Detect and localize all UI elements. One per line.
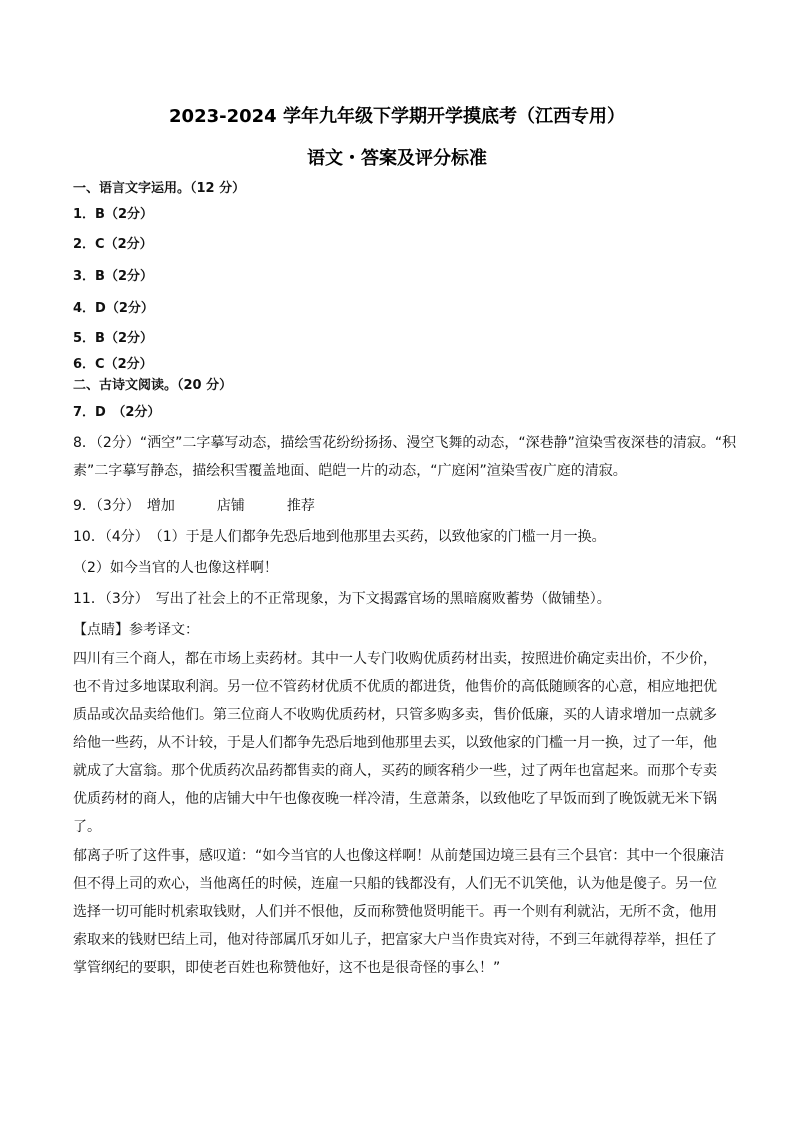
document-subtitle: 语文・答案及评分标准 [307, 148, 487, 169]
document-title: 2023-2024 学年九年级下学期开学摸底考（江西专用） [169, 106, 625, 127]
answer-q5: 5．B（2分） [73, 331, 153, 346]
answer-q8-line: 素”二字摹写静态，描绘积雪覆盖地面、皑皑一片的动态，“广庭闲”渲染雪夜广庭的清寂。 [73, 463, 627, 479]
answer-q10-part1: 10．（4分） （1）于是人们都争先恐后地到他那里去买药，以致他家的门槛一月一换。 [73, 529, 606, 545]
translation-line: 了。 [73, 819, 101, 835]
translation-line: 也不肯过多地谋取利润。另一位不管药材优质不优质的都进货，他售价的高低随顾客的心意，相应地把优 [73, 679, 717, 695]
translation-line: 四川有三个商人，都在市场上卖药材。其中一人专门收购优质药材出卖，按照进价确定卖出价，不少价， [73, 651, 717, 667]
answer-q3: 3．B（2分） [73, 269, 153, 284]
translation-line: 给他一些药，从不计较，于是人们都争先恐后地到他那里去买，以致他家的门槛一月一换，过了一年，他 [73, 735, 717, 751]
answer-q7: 7．D （2分） [73, 405, 161, 420]
note-heading: 【点睛】参考译文： [73, 622, 199, 638]
answer-q4: 4．D（2分） [73, 301, 154, 316]
answer-q8 [73, 429, 737, 485]
translation-line: 选择一切可能时机索取钱财，人们并不恨他，反而称赞他贤明能干。再一个则有利就沾，无所不贪，他用 [73, 904, 717, 920]
translation-line: 索取来的钱财巴结上司，他对待部属爪牙如儿子，把富家大户当作贵宾对待，不到三年就得荐举，担任了 [73, 932, 717, 948]
translation-paragraph-2 [73, 842, 733, 982]
translation-line: 但不得上司的欢心，当他离任的时候，连雇一只船的钱都没有，人们无不讥笑他，认为他是傻子。另一位 [73, 876, 717, 892]
answer-q11: 11．（3分） 写出了社会上的不正常现象，为下文揭露官场的黑暗腐败蓄势（做铺垫）。 [73, 591, 611, 607]
answer-q1: 1．B（2分） [73, 207, 153, 222]
answer-q2: 2．C（2分） [73, 237, 153, 252]
translation-line: 优质药材的商人，他的店铺大中午也像夜晚一样冷清，生意萧条，以致他吃了早饭而到了晚饭就无米下锅 [73, 791, 717, 807]
answer-q9: 9．（3分） 增加 店铺 推荐 [73, 498, 315, 514]
answer-q6: 6．C（2分） [73, 357, 153, 372]
answer-q10-part2: （2）如今当官的人也像这样啊！ [73, 560, 278, 576]
answer-q8-line: 8．（2分）“洒空”二字摹写动态，描绘雪花纷纷扬扬、漫空飞舞的动态，“深巷静”渲染雪夜深巷的清寂。“积 [73, 435, 737, 451]
translation-line: 就成了大富翁。那个优质药次品药都售卖的商人，买药的顾客稍少一些，过了两年也富起来。而那个专卖 [73, 763, 717, 779]
translation-paragraph-1 [73, 645, 733, 841]
translation-line: 质品或次品卖给他们。第三位商人不收购优质药材，只管多购多卖，售价低廉，买的人请求增加一点就多 [73, 707, 717, 723]
translation-line: 掌管纲纪的要职，即使老百姓也称赞他好，这不也是很奇怪的事么！” [73, 960, 501, 976]
translation-line: 郁离子听了这件事，感叹道：“如今当官的人也像这样啊！从前楚国边境三县有三个县官：其中一个很廉洁 [73, 848, 725, 864]
section-heading-1: 一、语言文字运用。（12 分） [73, 181, 246, 196]
section-heading-2: 二、古诗文阅读。（20 分） [73, 378, 233, 393]
